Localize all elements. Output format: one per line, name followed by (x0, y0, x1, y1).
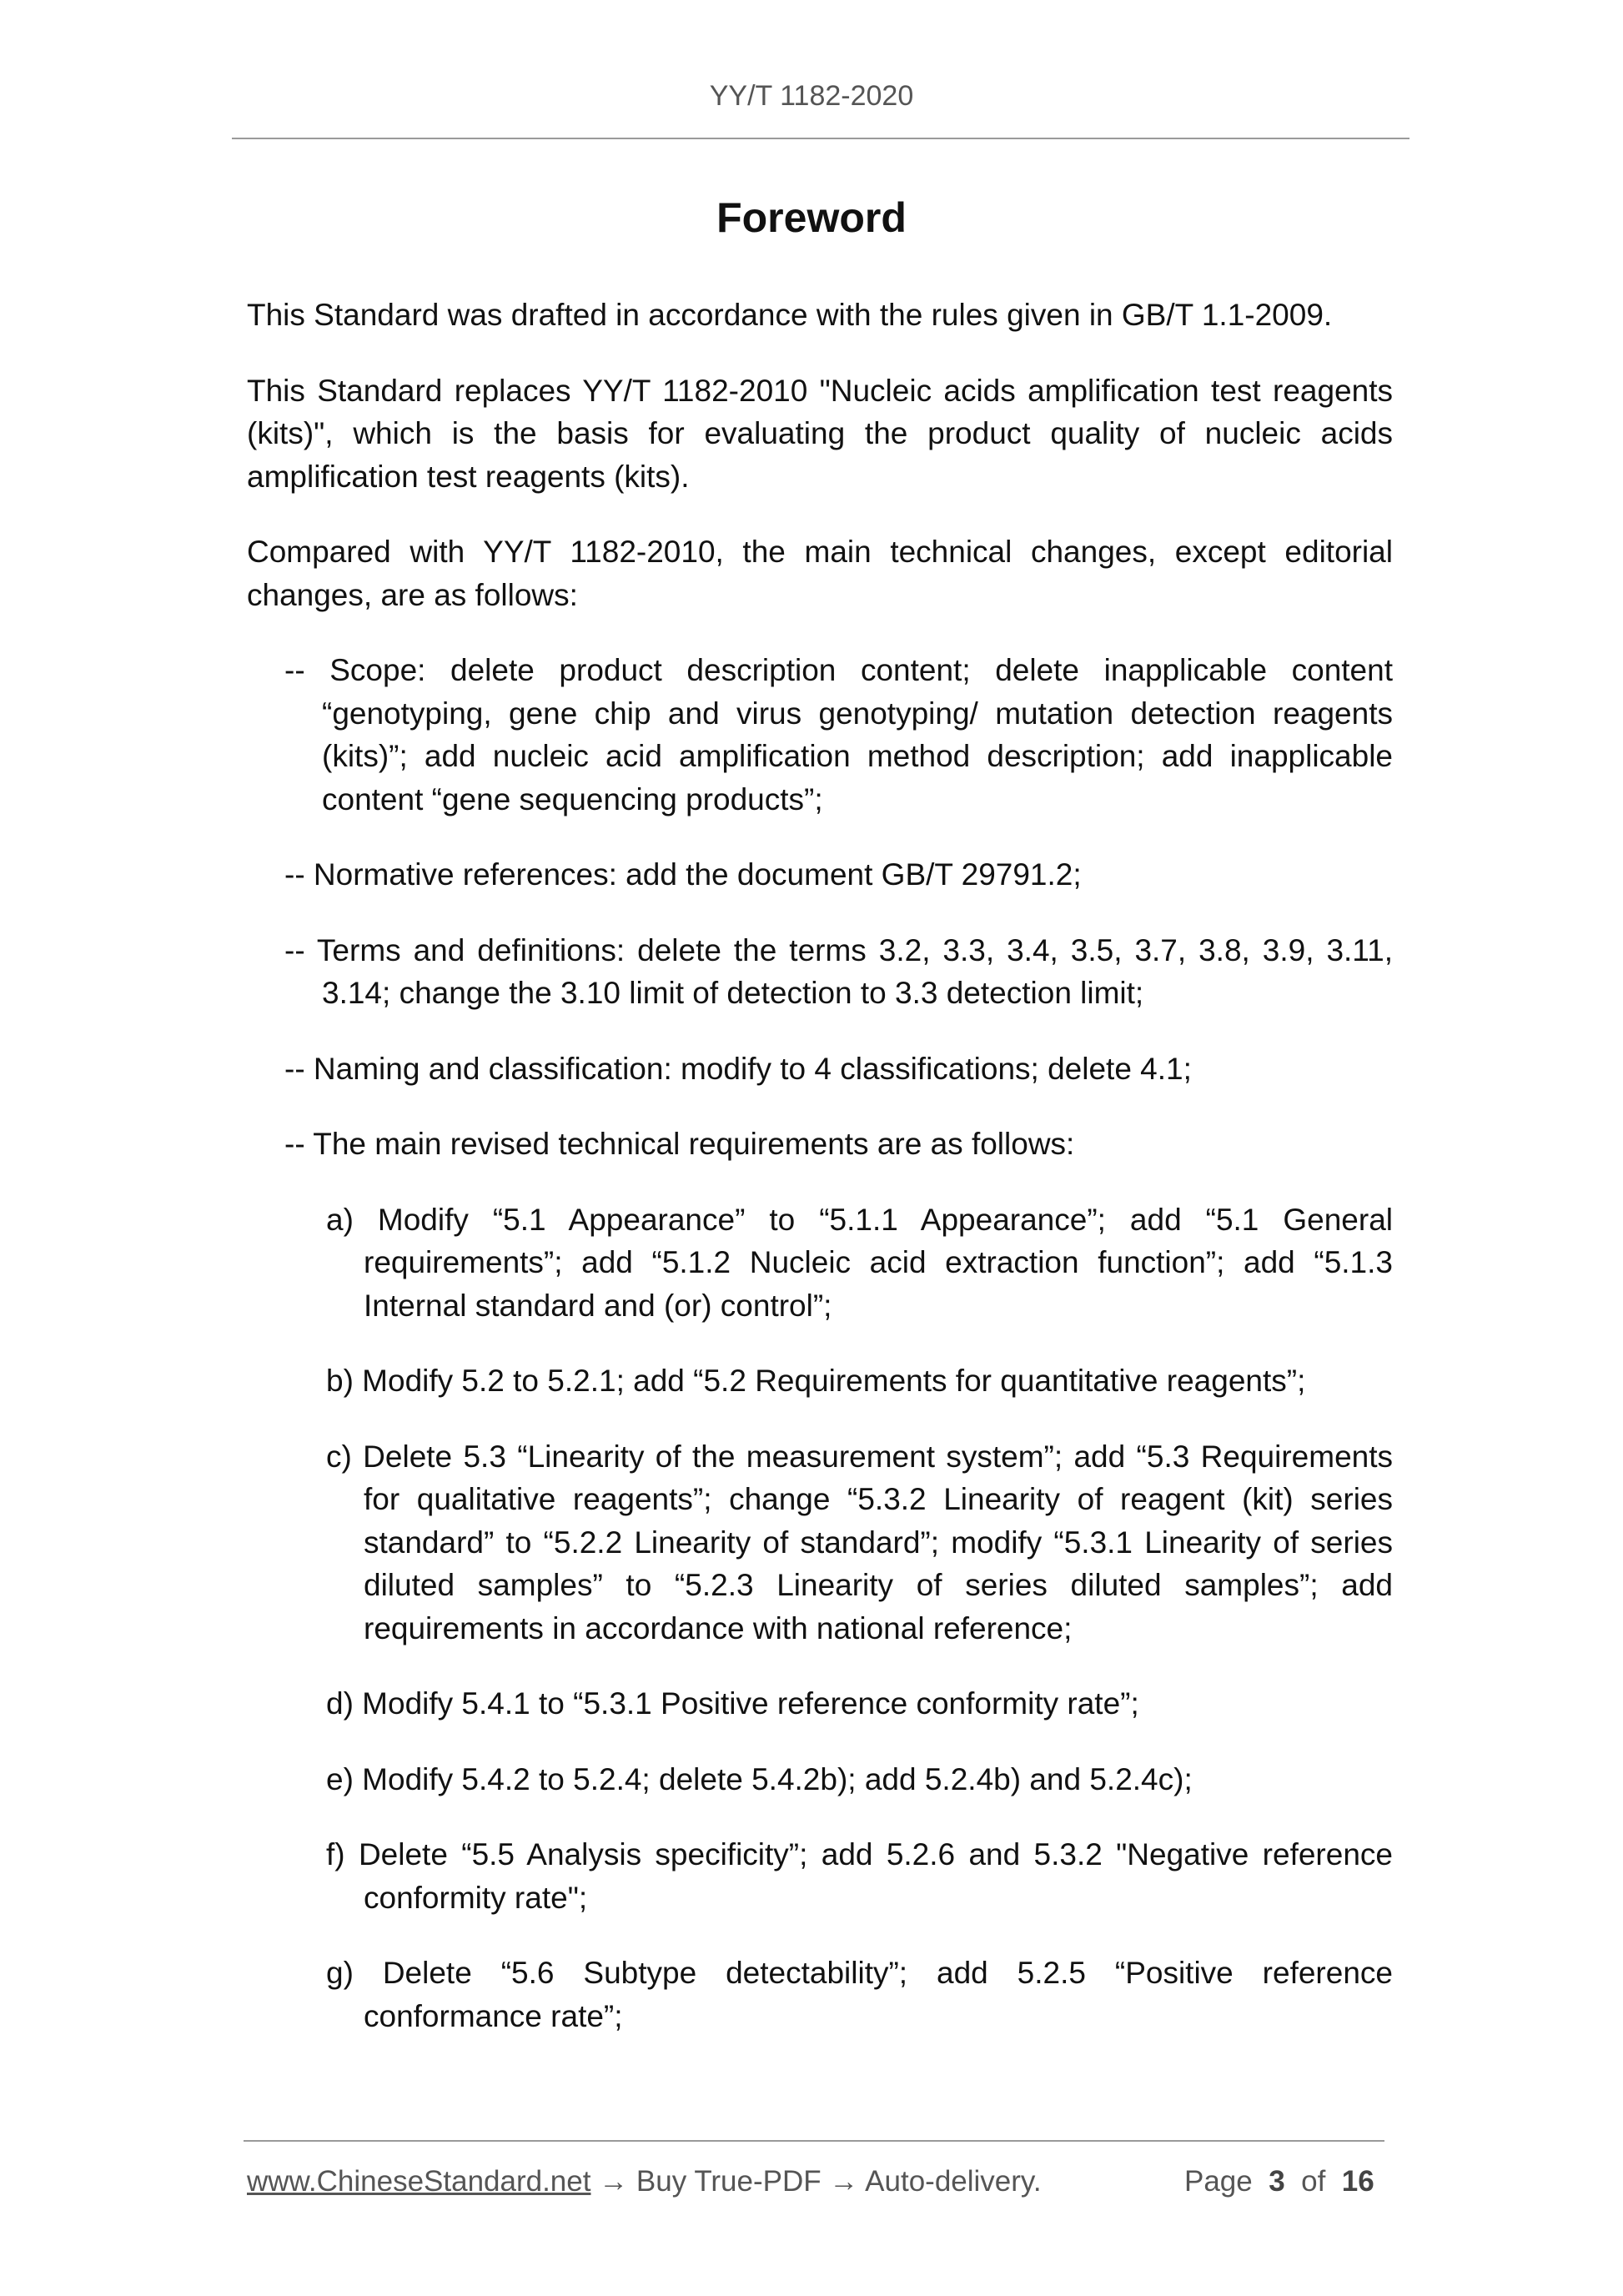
requirement-item-a: a) Modify “5.1 Appearance” to “5.1.1 Appearance”; add “5.1 General requirements”; add “5.1.2 Nucleic acid extraction function”; add “5.1.3 Internal standard and (or) control”; (326, 1202, 1393, 1323)
page-current: 3 (1269, 2165, 1285, 2198)
document-body (247, 294, 1393, 2070)
site-link[interactable]: www.ChineseStandard.net (247, 2165, 591, 2198)
requirement-item-d: d) Modify 5.4.1 to “5.3.1 Positive reference conformity rate”; (326, 1686, 1139, 1721)
page-title: Foreword (716, 194, 907, 241)
requirement-item-g: g) Delete “5.6 Subtype detectability”; add 5.2.5 “Positive reference conformance rate”; (326, 1956, 1393, 2033)
header-divider (232, 138, 1409, 139)
requirement-item-e: e) Modify 5.4.2 to 5.2.4; delete 5.4.2b); add 5.2.4b) and 5.2.4c); (326, 1761, 1193, 1796)
change-item-normative-references: -- Normative references: add the document GB/T 29791.2; (284, 857, 1082, 892)
page-label: Page (1184, 2165, 1253, 2198)
footer-divider (244, 2140, 1384, 2142)
footer-promo-text: → Buy True-PDF → Auto-delivery. (590, 2165, 1042, 2198)
requirement-item-b: b) Modify 5.2 to 5.2.1; add “5.2 Requirements for quantitative reagents”; (326, 1364, 1306, 1398)
page-of: of (1301, 2165, 1326, 2198)
change-item-terms-definitions: -- Terms and definitions: delete the terms 3.2, 3.3, 3.4, 3.5, 3.7, 3.8, 3.9, 3.11, 3.14; change the 3.10 limit of detection to 3.3 detection limit; (284, 932, 1393, 1010)
page-number (1184, 2165, 1374, 2198)
change-item-naming-classification: -- Naming and classification: modify to 4 classifications; delete 4.1; (284, 1051, 1192, 1086)
requirement-item-f: f) Delete “5.5 Analysis specificity”; add 5.2.6 and 5.3.2 "Negative reference conformity rate"; (326, 1837, 1393, 1915)
paragraph-drafting-rules: This Standard was drafted in accordance with the rules given in GB/T 1.1-2009. (247, 298, 1333, 332)
paragraph-changes-intro: Compared with YY/T 1182-2010, the main technical changes, except editorial changes, are as follows: (247, 535, 1393, 612)
paragraph-replaces: This Standard replaces YY/T 1182-2010 "Nucleic acids amplification test reagents (kits)", which is the basis for evaluating the product quality of nucleic acids amplification test reagents (kits). (247, 373, 1393, 494)
footer-promo (247, 2165, 1042, 2198)
page-header-code: YY/T 1182-2020 (709, 80, 914, 112)
change-item-scope: -- Scope: delete product description content; delete inapplicable content “genotyping, gene chip and virus genotyping/ mutation detection reagents (kits)”; add nucleic acid amplification method description; add inapplicable content “gene sequencing products”; (284, 653, 1393, 816)
page-total: 16 (1341, 2165, 1374, 2198)
change-item-technical-requirements: -- The main revised technical requirements are as follows: (284, 1127, 1075, 1161)
requirement-item-c: c) Delete 5.3 “Linearity of the measurement system”; add “5.3 Requirements for qualitative reagents”; change “5.3.2 Linearity of reagent (kit) series standard” to “5.2.2 Linearity of standard”; modify “5.3.1 Linearity of series diluted samples” to “5.2.3 Linearity of series diluted samples”; add requirements in accordance with national reference; (326, 1439, 1393, 1645)
